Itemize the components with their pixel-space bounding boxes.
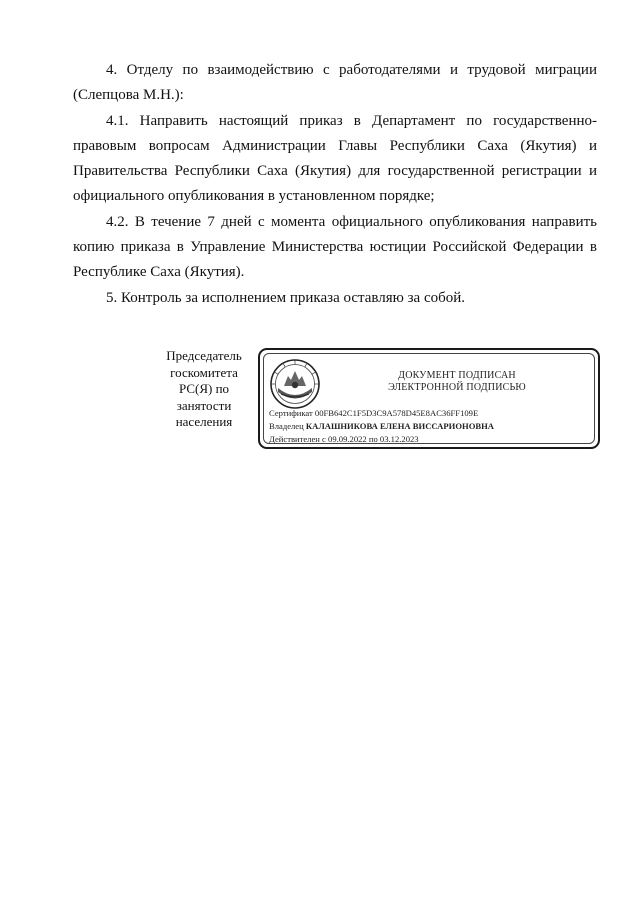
stamp-validity-row [269, 434, 419, 445]
signature-block [160, 348, 604, 456]
certificate-value: 00FB642C1F5D3C9A578D45E8AC36FF109E [314, 408, 479, 418]
stamp-heading [322, 370, 592, 394]
certificate-label: Сертификат [269, 408, 313, 418]
order-body-text [73, 58, 597, 311]
owner-label: Владелец [269, 421, 304, 431]
valid-from-prefix: с [322, 434, 326, 444]
paragraph-5: 5. Контроль за исполнением приказа оставляю за собой. [106, 289, 466, 306]
signatory-position-line: РС(Я) по [178, 381, 230, 396]
valid-from-date: 09.09.2022 [328, 434, 367, 444]
paragraph-4-1: 4.1. Направить настоящий приказ в Департамент по государственно-правовым вопросам Администрации Главы Республики Саха (Якутия) и Правительства Республики Саха (Якутия) для государственной регистрации и официального опубликования в установленном порядке; [73, 112, 597, 205]
signatory-position-line: занятости [176, 397, 232, 413]
electronic-signature-stamp [258, 348, 600, 449]
stamp-heading-line: ДОКУМЕНТ ПОДПИСАН [398, 370, 516, 381]
paragraph-4-2: 4.2. В течение 7 дней с момента официального опубликования направить копию приказа в Управление Министерства юстиции Российской Федерации в Республике Саха (Якутия). [73, 213, 597, 281]
owner-value: КАЛАШНИКОВА ЕЛЕНА ВИССАРИОНОВНА [305, 421, 494, 431]
stamp-owner-row [269, 421, 494, 432]
signatory-position-line: населения [175, 414, 233, 429]
sakha-coat-of-arms-icon [268, 358, 322, 410]
signatory-position [160, 348, 248, 431]
signatory-position-line: госкомитета [170, 364, 238, 380]
stamp-heading-line: ЭЛЕКТРОННОЙ ПОДПИСЬЮ [388, 382, 526, 393]
signatory-position-line: Председатель [166, 348, 242, 363]
valid-to-prefix: по [368, 434, 378, 444]
valid-to-date: 03.12.2023 [379, 434, 419, 444]
paragraph-4: 4. Отделу по взаимодействию с работодателями и трудовой миграции (Слепцова М.Н.): [73, 62, 597, 104]
stamp-certificate-row [269, 408, 478, 419]
valid-label: Действителен [269, 434, 320, 444]
